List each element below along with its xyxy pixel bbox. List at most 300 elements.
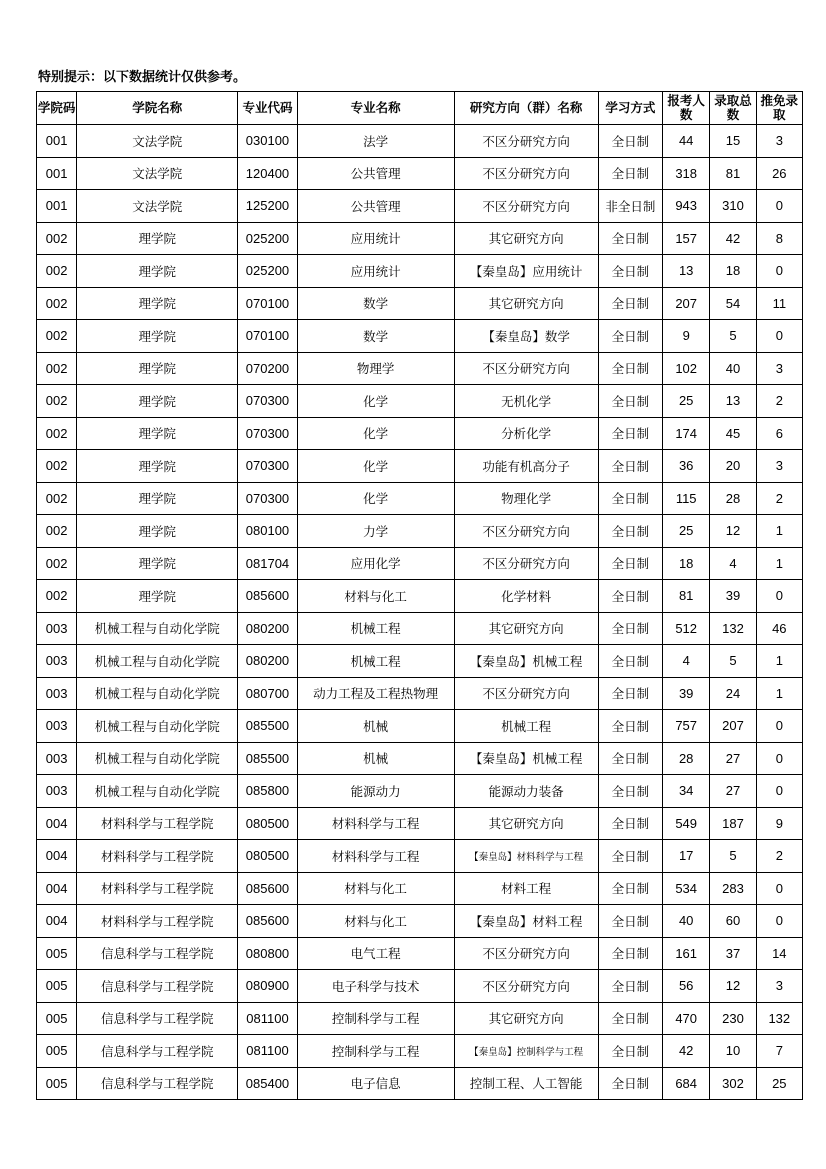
- cell-applicants: 39: [663, 677, 710, 710]
- cell-college-code: 001: [37, 125, 77, 158]
- cell-college-name: 信息科学与工程学院: [77, 1067, 238, 1100]
- cell-major-name: 公共管理: [297, 157, 454, 190]
- table-row: [37, 1035, 803, 1068]
- cell-applicants: 174: [663, 417, 710, 450]
- table-row: [37, 222, 803, 255]
- cell-study-mode: 非全日制: [598, 190, 662, 223]
- cell-college-code: 002: [37, 320, 77, 353]
- table-row: [37, 255, 803, 288]
- table-row: [37, 580, 803, 613]
- cell-exempt: 26: [756, 157, 802, 190]
- cell-exempt: 46: [756, 612, 802, 645]
- cell-exempt: 2: [756, 840, 802, 873]
- cell-direction: 不区分研究方向: [454, 352, 598, 385]
- cell-college-code: 003: [37, 612, 77, 645]
- cell-exempt: 9: [756, 807, 802, 840]
- cell-major-code: 085600: [238, 580, 297, 613]
- table-row: [37, 645, 803, 678]
- cell-admitted: 5: [710, 320, 756, 353]
- cell-exempt: 11: [756, 287, 802, 320]
- table-row: [37, 840, 803, 873]
- cell-study-mode: 全日制: [598, 612, 662, 645]
- table-row: [37, 547, 803, 580]
- cell-exempt: 2: [756, 482, 802, 515]
- cell-admitted: 13: [710, 385, 756, 418]
- cell-college-name: 理学院: [77, 385, 238, 418]
- cell-college-name: 机械工程与自动化学院: [77, 677, 238, 710]
- cell-major-name: 法学: [297, 125, 454, 158]
- cell-admitted: 45: [710, 417, 756, 450]
- cell-major-code: 070300: [238, 450, 297, 483]
- cell-major-code: 080800: [238, 937, 297, 970]
- header-direction: 研究方向（群）名称: [454, 92, 598, 125]
- cell-study-mode: 全日制: [598, 1035, 662, 1068]
- cell-major-name: 机械工程: [297, 645, 454, 678]
- cell-major-name: 化学: [297, 450, 454, 483]
- table-row: [37, 970, 803, 1003]
- cell-applicants: 161: [663, 937, 710, 970]
- cell-major-code: 070100: [238, 320, 297, 353]
- cell-college-name: 信息科学与工程学院: [77, 1002, 238, 1035]
- cell-major-name: 力学: [297, 515, 454, 548]
- cell-college-code: 004: [37, 872, 77, 905]
- cell-major-name: 物理学: [297, 352, 454, 385]
- cell-college-code: 005: [37, 1035, 77, 1068]
- cell-study-mode: 全日制: [598, 482, 662, 515]
- cell-applicants: 4: [663, 645, 710, 678]
- cell-exempt: 0: [756, 742, 802, 775]
- cell-admitted: 15: [710, 125, 756, 158]
- cell-direction: 功能有机高分子: [454, 450, 598, 483]
- table-row: [37, 1067, 803, 1100]
- header-college-code: 学院码: [37, 92, 77, 125]
- cell-applicants: 943: [663, 190, 710, 223]
- cell-major-name: 应用统计: [297, 222, 454, 255]
- cell-college-code: 003: [37, 645, 77, 678]
- cell-exempt: 3: [756, 125, 802, 158]
- cell-direction: 其它研究方向: [454, 1002, 598, 1035]
- cell-exempt: 8: [756, 222, 802, 255]
- cell-direction: 控制工程、人工智能: [454, 1067, 598, 1100]
- cell-admitted: 5: [710, 840, 756, 873]
- cell-applicants: 757: [663, 710, 710, 743]
- cell-admitted: 302: [710, 1067, 756, 1100]
- cell-major-name: 电气工程: [297, 937, 454, 970]
- cell-major-name: 能源动力: [297, 775, 454, 808]
- cell-major-name: 材料与化工: [297, 905, 454, 938]
- cell-admitted: 283: [710, 872, 756, 905]
- cell-major-name: 电子科学与技术: [297, 970, 454, 1003]
- cell-applicants: 28: [663, 742, 710, 775]
- cell-study-mode: 全日制: [598, 937, 662, 970]
- cell-applicants: 115: [663, 482, 710, 515]
- cell-college-name: 理学院: [77, 417, 238, 450]
- cell-college-code: 003: [37, 677, 77, 710]
- cell-college-name: 文法学院: [77, 190, 238, 223]
- cell-exempt: 0: [756, 320, 802, 353]
- cell-study-mode: 全日制: [598, 807, 662, 840]
- cell-major-code: 070200: [238, 352, 297, 385]
- cell-study-mode: 全日制: [598, 287, 662, 320]
- cell-college-name: 理学院: [77, 450, 238, 483]
- cell-college-code: 005: [37, 937, 77, 970]
- cell-direction: 【秦皇岛】控制科学与工程: [454, 1035, 598, 1068]
- cell-major-name: 动力工程及工程热物理: [297, 677, 454, 710]
- cell-major-code: 080700: [238, 677, 297, 710]
- cell-college-name: 机械工程与自动化学院: [77, 710, 238, 743]
- cell-college-name: 理学院: [77, 580, 238, 613]
- cell-study-mode: 全日制: [598, 970, 662, 1003]
- table-row: [37, 125, 803, 158]
- cell-direction: 【秦皇岛】数学: [454, 320, 598, 353]
- cell-college-name: 机械工程与自动化学院: [77, 612, 238, 645]
- table-row: [37, 775, 803, 808]
- header-exempt: 推免录取: [756, 92, 802, 125]
- cell-exempt: 0: [756, 775, 802, 808]
- table-row: [37, 937, 803, 970]
- table-row: [37, 385, 803, 418]
- cell-applicants: 684: [663, 1067, 710, 1100]
- table-row: [37, 287, 803, 320]
- cell-study-mode: 全日制: [598, 677, 662, 710]
- cell-applicants: 81: [663, 580, 710, 613]
- cell-college-code: 002: [37, 385, 77, 418]
- cell-study-mode: 全日制: [598, 840, 662, 873]
- cell-study-mode: 全日制: [598, 872, 662, 905]
- cell-major-code: 080900: [238, 970, 297, 1003]
- cell-major-code: 085600: [238, 872, 297, 905]
- cell-admitted: 4: [710, 547, 756, 580]
- cell-direction: 化学材料: [454, 580, 598, 613]
- cell-exempt: 0: [756, 580, 802, 613]
- cell-admitted: 10: [710, 1035, 756, 1068]
- cell-applicants: 56: [663, 970, 710, 1003]
- cell-exempt: 6: [756, 417, 802, 450]
- cell-study-mode: 全日制: [598, 775, 662, 808]
- table-row: [37, 320, 803, 353]
- cell-study-mode: 全日制: [598, 352, 662, 385]
- cell-college-code: 002: [37, 515, 77, 548]
- cell-major-code: 080200: [238, 645, 297, 678]
- cell-admitted: 12: [710, 515, 756, 548]
- cell-college-name: 理学院: [77, 515, 238, 548]
- cell-major-code: 085500: [238, 742, 297, 775]
- cell-major-code: 080500: [238, 807, 297, 840]
- header-study-mode: 学习方式: [598, 92, 662, 125]
- header-applicants: 报考人数: [663, 92, 710, 125]
- cell-college-name: 理学院: [77, 222, 238, 255]
- table-row: [37, 677, 803, 710]
- cell-major-name: 材料与化工: [297, 580, 454, 613]
- cell-study-mode: 全日制: [598, 515, 662, 548]
- cell-applicants: 102: [663, 352, 710, 385]
- cell-study-mode: 全日制: [598, 905, 662, 938]
- cell-direction: 【秦皇岛】材料科学与工程: [454, 840, 598, 873]
- cell-college-name: 理学院: [77, 547, 238, 580]
- cell-exempt: 1: [756, 645, 802, 678]
- cell-direction: 不区分研究方向: [454, 157, 598, 190]
- cell-major-name: 化学: [297, 417, 454, 450]
- cell-admitted: 24: [710, 677, 756, 710]
- cell-applicants: 36: [663, 450, 710, 483]
- table-row: [37, 190, 803, 223]
- cell-exempt: 25: [756, 1067, 802, 1100]
- cell-direction: 材料工程: [454, 872, 598, 905]
- cell-college-name: 文法学院: [77, 125, 238, 158]
- cell-exempt: 0: [756, 872, 802, 905]
- cell-major-name: 公共管理: [297, 190, 454, 223]
- cell-major-code: 085800: [238, 775, 297, 808]
- cell-applicants: 9: [663, 320, 710, 353]
- cell-major-code: 025200: [238, 222, 297, 255]
- cell-applicants: 512: [663, 612, 710, 645]
- cell-college-name: 理学院: [77, 482, 238, 515]
- cell-exempt: 1: [756, 547, 802, 580]
- cell-direction: 物理化学: [454, 482, 598, 515]
- cell-exempt: 3: [756, 970, 802, 1003]
- cell-applicants: 34: [663, 775, 710, 808]
- table-body: [37, 125, 803, 1100]
- cell-college-code: 002: [37, 580, 77, 613]
- table-row: [37, 905, 803, 938]
- cell-admitted: 20: [710, 450, 756, 483]
- cell-study-mode: 全日制: [598, 710, 662, 743]
- cell-major-name: 机械: [297, 710, 454, 743]
- cell-admitted: 40: [710, 352, 756, 385]
- cell-direction: 不区分研究方向: [454, 677, 598, 710]
- header-major-code: 专业代码: [238, 92, 297, 125]
- cell-applicants: 13: [663, 255, 710, 288]
- cell-college-code: 005: [37, 1067, 77, 1100]
- table-row: [37, 482, 803, 515]
- cell-applicants: 207: [663, 287, 710, 320]
- cell-exempt: 132: [756, 1002, 802, 1035]
- cell-college-code: 002: [37, 255, 77, 288]
- cell-major-code: 080100: [238, 515, 297, 548]
- cell-direction: 不区分研究方向: [454, 547, 598, 580]
- cell-direction: 其它研究方向: [454, 287, 598, 320]
- cell-college-code: 004: [37, 840, 77, 873]
- cell-direction: 机械工程: [454, 710, 598, 743]
- cell-study-mode: 全日制: [598, 1002, 662, 1035]
- cell-admitted: 27: [710, 742, 756, 775]
- cell-exempt: 1: [756, 515, 802, 548]
- cell-major-code: 070300: [238, 482, 297, 515]
- cell-direction: 其它研究方向: [454, 612, 598, 645]
- cell-major-code: 081100: [238, 1002, 297, 1035]
- cell-admitted: 132: [710, 612, 756, 645]
- admission-stats-table: [36, 91, 803, 1100]
- table-row: [37, 417, 803, 450]
- cell-admitted: 37: [710, 937, 756, 970]
- cell-study-mode: 全日制: [598, 157, 662, 190]
- cell-major-name: 数学: [297, 287, 454, 320]
- cell-exempt: 2: [756, 385, 802, 418]
- cell-college-code: 003: [37, 742, 77, 775]
- cell-college-name: 理学院: [77, 352, 238, 385]
- cell-major-name: 材料与化工: [297, 872, 454, 905]
- cell-major-code: 125200: [238, 190, 297, 223]
- cell-major-code: 030100: [238, 125, 297, 158]
- cell-applicants: 318: [663, 157, 710, 190]
- cell-admitted: 39: [710, 580, 756, 613]
- cell-college-code: 004: [37, 807, 77, 840]
- cell-applicants: 42: [663, 1035, 710, 1068]
- cell-major-name: 控制科学与工程: [297, 1002, 454, 1035]
- cell-exempt: 0: [756, 255, 802, 288]
- cell-college-code: 002: [37, 547, 77, 580]
- cell-study-mode: 全日制: [598, 255, 662, 288]
- table-row: [37, 807, 803, 840]
- cell-college-code: 001: [37, 190, 77, 223]
- cell-college-name: 文法学院: [77, 157, 238, 190]
- cell-admitted: 230: [710, 1002, 756, 1035]
- cell-college-name: 材料科学与工程学院: [77, 905, 238, 938]
- cell-college-code: 005: [37, 1002, 77, 1035]
- cell-major-name: 化学: [297, 385, 454, 418]
- cell-applicants: 25: [663, 385, 710, 418]
- cell-major-name: 材料科学与工程: [297, 840, 454, 873]
- cell-college-code: 003: [37, 710, 77, 743]
- cell-college-name: 机械工程与自动化学院: [77, 775, 238, 808]
- table-row: [37, 352, 803, 385]
- cell-study-mode: 全日制: [598, 645, 662, 678]
- cell-admitted: 18: [710, 255, 756, 288]
- cell-admitted: 27: [710, 775, 756, 808]
- cell-study-mode: 全日制: [598, 580, 662, 613]
- cell-direction: 能源动力装备: [454, 775, 598, 808]
- cell-college-code: 004: [37, 905, 77, 938]
- cell-study-mode: 全日制: [598, 125, 662, 158]
- cell-direction: 其它研究方向: [454, 807, 598, 840]
- cell-direction: 【秦皇岛】机械工程: [454, 645, 598, 678]
- table-row: [37, 450, 803, 483]
- cell-major-name: 化学: [297, 482, 454, 515]
- table-row: [37, 1002, 803, 1035]
- cell-direction: 其它研究方向: [454, 222, 598, 255]
- cell-college-name: 材料科学与工程学院: [77, 807, 238, 840]
- cell-major-name: 应用统计: [297, 255, 454, 288]
- cell-major-name: 数学: [297, 320, 454, 353]
- cell-direction: 不区分研究方向: [454, 190, 598, 223]
- cell-applicants: 534: [663, 872, 710, 905]
- cell-admitted: 28: [710, 482, 756, 515]
- table-row: [37, 710, 803, 743]
- cell-exempt: 0: [756, 905, 802, 938]
- header-major-name: 专业名称: [297, 92, 454, 125]
- cell-direction: 【秦皇岛】机械工程: [454, 742, 598, 775]
- cell-college-code: 002: [37, 352, 77, 385]
- cell-college-code: 005: [37, 970, 77, 1003]
- table-row: [37, 872, 803, 905]
- table-row: [37, 612, 803, 645]
- cell-study-mode: 全日制: [598, 450, 662, 483]
- cell-study-mode: 全日制: [598, 385, 662, 418]
- cell-admitted: 81: [710, 157, 756, 190]
- cell-direction: 不区分研究方向: [454, 970, 598, 1003]
- cell-direction: 分析化学: [454, 417, 598, 450]
- cell-college-code: 002: [37, 287, 77, 320]
- table-row: [37, 157, 803, 190]
- cell-direction: 【秦皇岛】材料工程: [454, 905, 598, 938]
- cell-major-code: 070100: [238, 287, 297, 320]
- table-header-row: [37, 92, 803, 125]
- cell-exempt: 3: [756, 450, 802, 483]
- cell-admitted: 207: [710, 710, 756, 743]
- cell-college-name: 理学院: [77, 287, 238, 320]
- cell-college-name: 材料科学与工程学院: [77, 840, 238, 873]
- cell-major-name: 材料科学与工程: [297, 807, 454, 840]
- cell-college-code: 002: [37, 417, 77, 450]
- cell-college-name: 材料科学与工程学院: [77, 872, 238, 905]
- cell-major-name: 电子信息: [297, 1067, 454, 1100]
- table-row: [37, 742, 803, 775]
- cell-applicants: 157: [663, 222, 710, 255]
- cell-direction: 不区分研究方向: [454, 125, 598, 158]
- cell-major-code: 085500: [238, 710, 297, 743]
- cell-applicants: 44: [663, 125, 710, 158]
- cell-study-mode: 全日制: [598, 320, 662, 353]
- cell-applicants: 40: [663, 905, 710, 938]
- cell-college-name: 信息科学与工程学院: [77, 1035, 238, 1068]
- cell-direction: 【秦皇岛】应用统计: [454, 255, 598, 288]
- cell-major-code: 085400: [238, 1067, 297, 1100]
- cell-applicants: 17: [663, 840, 710, 873]
- cell-study-mode: 全日制: [598, 1067, 662, 1100]
- cell-major-code: 081704: [238, 547, 297, 580]
- cell-college-code: 002: [37, 222, 77, 255]
- cell-applicants: 470: [663, 1002, 710, 1035]
- cell-study-mode: 全日制: [598, 742, 662, 775]
- cell-major-code: 025200: [238, 255, 297, 288]
- cell-applicants: 18: [663, 547, 710, 580]
- cell-exempt: 0: [756, 190, 802, 223]
- cell-major-code: 085600: [238, 905, 297, 938]
- cell-major-code: 081100: [238, 1035, 297, 1068]
- cell-applicants: 549: [663, 807, 710, 840]
- cell-admitted: 60: [710, 905, 756, 938]
- cell-applicants: 25: [663, 515, 710, 548]
- cell-major-name: 控制科学与工程: [297, 1035, 454, 1068]
- cell-major-name: 应用化学: [297, 547, 454, 580]
- cell-exempt: 7: [756, 1035, 802, 1068]
- cell-admitted: 42: [710, 222, 756, 255]
- cell-college-name: 机械工程与自动化学院: [77, 742, 238, 775]
- cell-college-name: 信息科学与工程学院: [77, 970, 238, 1003]
- cell-college-name: 机械工程与自动化学院: [77, 645, 238, 678]
- cell-direction: 不区分研究方向: [454, 937, 598, 970]
- cell-direction: 无机化学: [454, 385, 598, 418]
- cell-study-mode: 全日制: [598, 222, 662, 255]
- cell-college-code: 002: [37, 482, 77, 515]
- cell-direction: 不区分研究方向: [454, 515, 598, 548]
- cell-college-code: 001: [37, 157, 77, 190]
- cell-major-code: 080200: [238, 612, 297, 645]
- table-row: [37, 515, 803, 548]
- cell-admitted: 187: [710, 807, 756, 840]
- cell-major-name: 机械: [297, 742, 454, 775]
- cell-college-code: 003: [37, 775, 77, 808]
- cell-admitted: 5: [710, 645, 756, 678]
- cell-study-mode: 全日制: [598, 547, 662, 580]
- cell-admitted: 12: [710, 970, 756, 1003]
- cell-exempt: 1: [756, 677, 802, 710]
- notice-text: 特别提示：以下数据统计仅供参考。: [38, 70, 247, 85]
- cell-major-code: 070300: [238, 417, 297, 450]
- cell-major-code: 120400: [238, 157, 297, 190]
- cell-exempt: 0: [756, 710, 802, 743]
- cell-college-name: 信息科学与工程学院: [77, 937, 238, 970]
